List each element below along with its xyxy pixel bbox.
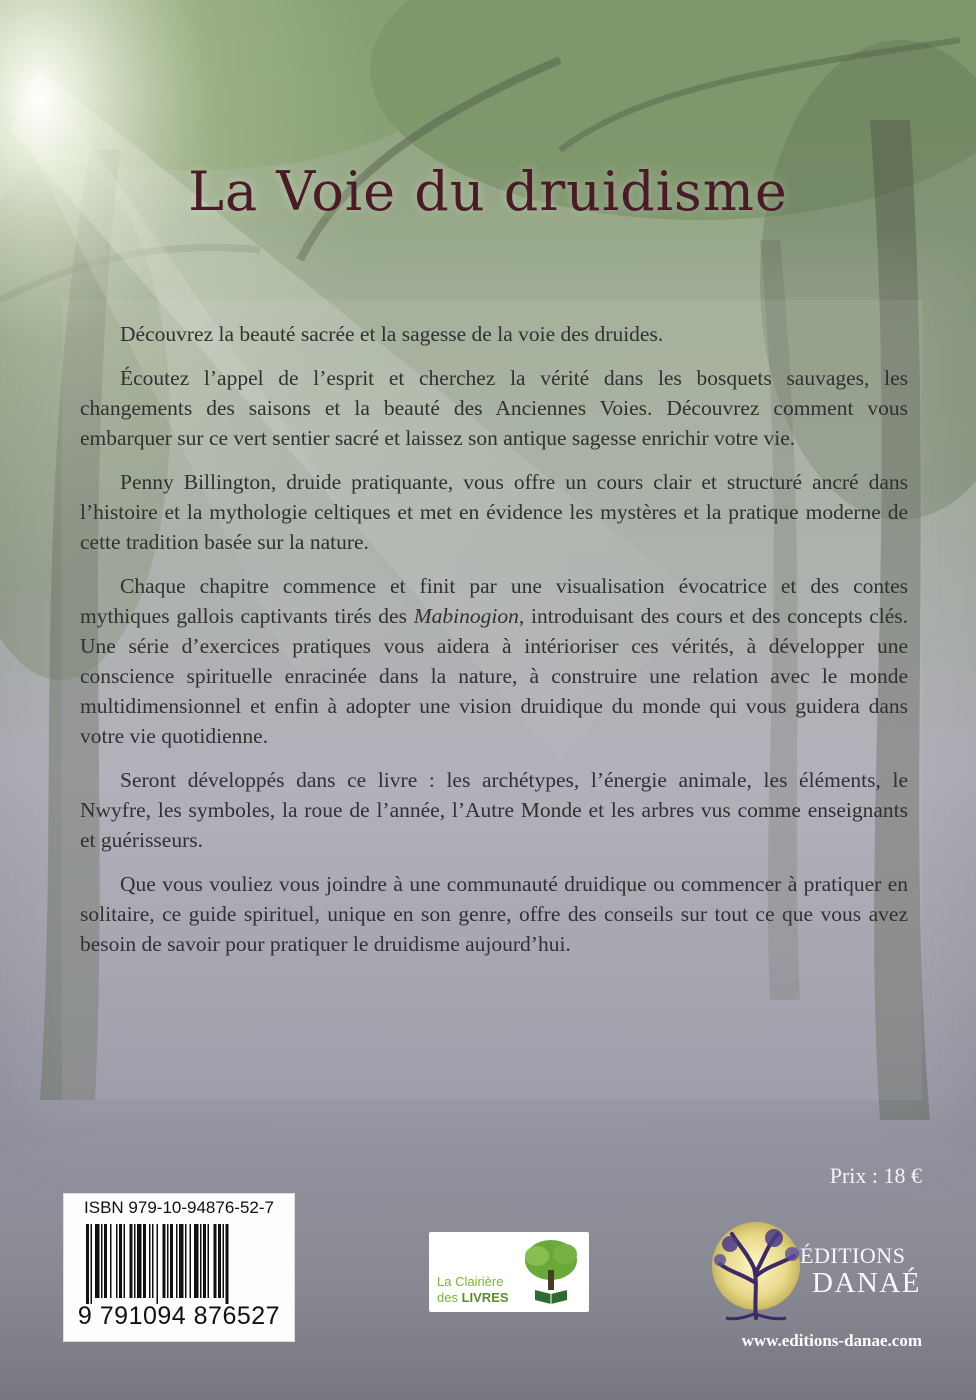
price-label: Prix : 18 €	[829, 1163, 922, 1188]
barcode-bar	[116, 1224, 118, 1298]
publisher-line2: DANAÉ	[812, 1267, 921, 1299]
book-title: La Voie du druidisme	[188, 160, 788, 223]
clairiere-logo	[429, 1232, 589, 1312]
isbn-barcode	[63, 1193, 295, 1342]
barcode-bar	[194, 1224, 199, 1298]
clairiere-bold: LIVRES	[461, 1290, 509, 1305]
barcode-bar	[214, 1224, 217, 1298]
barcode-bar	[208, 1224, 210, 1298]
barcode-bar	[223, 1224, 225, 1298]
paragraph-text: , introduisant des cours et des concepts clés. Une série d’exercices pratiques vous aidera à intérioriser ces vérités, à développer une conscience spirituelle enracinée dans la nature, à construire une relation avec le monde multidimensionnel et enfin à adopter une vision druidique du monde qui vous guidera dans votre vie quotidienne.	[80, 604, 908, 748]
book-reference: Mabinogion	[413, 604, 519, 628]
description-paragraph: Découvrez la beauté sacrée et la sagesse de la voie des druides.	[120, 322, 664, 346]
barcode-bar	[86, 1224, 89, 1304]
tree-book-icon	[521, 1238, 581, 1306]
barcode-bar	[170, 1224, 173, 1298]
barcode-bars	[86, 1224, 272, 1304]
description-paragraph: Penny Billington, druide pratiquante, vous offre un cours clair et structuré ancré dans l’histoire et la mythologie celtiques et met en évidence les mystères et la pratique moderne de cette tradition basée sur la nature.	[80, 470, 908, 554]
description-paragraph: Que vous vouliez vous joindre à une communauté druidique ou commencer à pratiquer en solitaire, ce guide spirituel, unique en son genre, offre des conseils sur tout ce que vous avez besoin de savoir pour pratiquer le druidisme aujourd’hui.	[80, 872, 908, 956]
paragraph-text: Chaque chapitre commence et finit par une visualisation évocatrice et des contes mythiques gallois captivants tirés des	[80, 574, 908, 628]
barcode-bar	[157, 1224, 159, 1304]
barcode-bar	[149, 1224, 151, 1298]
barcode-bar	[124, 1224, 126, 1298]
barcode-bar	[218, 1224, 221, 1298]
barcode-bar	[179, 1224, 184, 1298]
isbn-label: ISBN 979-10-94876-52-7	[84, 1198, 274, 1217]
clairiere-line2: des LIVRES	[437, 1290, 509, 1305]
barcode-bar	[226, 1224, 229, 1304]
barcode-bar	[203, 1224, 206, 1298]
barcode-bar	[101, 1224, 103, 1298]
barcode-bar	[190, 1224, 192, 1298]
barcode-bar	[143, 1224, 146, 1298]
barcode-bar	[134, 1224, 136, 1298]
barcode-bar	[176, 1224, 178, 1298]
description-paragraph	[80, 571, 908, 751]
publisher-website[interactable]: www.editions-danae.com	[741, 1331, 922, 1350]
barcode-bar	[167, 1224, 169, 1298]
description-paragraph: Seront développés dans ce livre : les archétypes, l’énergie animale, les éléments, le Nwyfre, les symboles, la roue de l’année, l’Autre Monde et les arbres vus comme enseignants et guérisseurs.	[80, 768, 908, 852]
book-description	[80, 319, 908, 973]
barcode-bar	[91, 1224, 93, 1304]
clairiere-line1: La Clairière	[437, 1274, 504, 1289]
barcode-bar	[152, 1224, 154, 1298]
danae-tree-moon-icon	[708, 1214, 804, 1326]
publisher-line1: ÉDITIONS	[800, 1243, 906, 1268]
description-paragraph: Écoutez l’appel de l’esprit et cherchez la vérité dans les bosquets sauvages, les changements des saisons et la beauté des Anciennes Voies. Découvrez comment vous embarquer sur ce vert sentier sacré et laissez son antique sagesse enrichir votre vie.	[80, 366, 908, 450]
barcode-bar	[104, 1224, 107, 1298]
barcode-bar	[200, 1224, 202, 1298]
barcode-bar	[119, 1224, 122, 1298]
barcode-bar	[110, 1224, 112, 1298]
barcode-bar	[163, 1224, 166, 1298]
barcode-bar	[95, 1224, 100, 1298]
barcode-digits: 9 791094 876527	[77, 1302, 281, 1330]
barcode-bar	[130, 1224, 133, 1298]
barcode-bar	[185, 1224, 187, 1298]
barcode-bar	[137, 1224, 142, 1298]
